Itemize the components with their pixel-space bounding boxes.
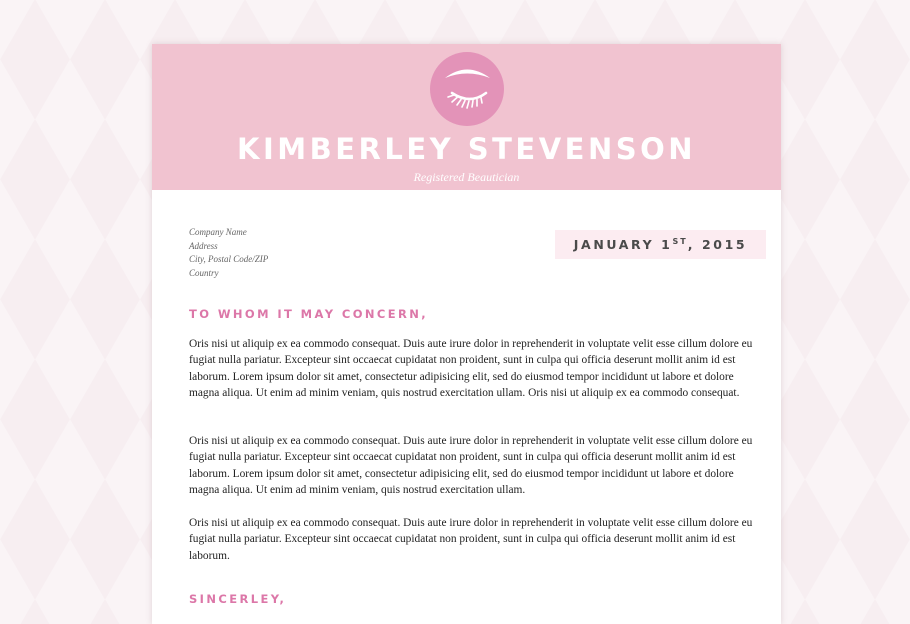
recipient-city: City, Postal Code/ZIP (189, 254, 269, 264)
applicant-title: Registered Beautician (413, 170, 520, 184)
recipient-address (189, 226, 268, 280)
recipient-country: Country (189, 267, 219, 278)
applicant-name: KIMBERLEY STEVENSON (236, 132, 697, 166)
letter-header (152, 44, 781, 190)
letter-paragraph: Oris nisi ut aliquip ex ea commodo consequat. Duis aute irure dolor in reprehenderit in voluptate velit esse cillum dolore eu fugiat nulla pariatur. Excepteur sint occaecat cupidatat non proident, sunt in culpa qui officia deserunt mollit anim id est laborum. Lorem ipsum dolor sit amet, consectetur adipisicing elit, sed do eiusmod tempor incididunt ut labore et dolore magna aliqua. Ut enim ad minim veniam, quis nostrud exercitation ullam. Oris nisi ut aliquip ex ea commodo consequat. (189, 338, 753, 400)
letter-paragraph: Oris nisi ut aliquip ex ea commodo consequat. Duis aute irure dolor in reprehenderit in voluptate velit esse cillum dolore eu fugiat nulla pariatur. Excepteur sint occaecat cupidatat non proident, sunt in culpa qui officia deserunt mollit anim id est laborum. (189, 517, 753, 562)
letter-date (555, 230, 766, 259)
date-month-day: JANUARY 1 (573, 237, 673, 252)
letter-closing: SINCERLEY, (189, 592, 287, 606)
date-year: , 2015 (687, 237, 748, 252)
logo-badge (430, 52, 504, 126)
letter-page (152, 44, 781, 624)
recipient-company: Company Name (189, 227, 247, 237)
recipient-street: Address (189, 240, 218, 251)
date-suffix: ST (672, 236, 688, 246)
letter-salutation: TO WHOM IT MAY CONCERN, (189, 307, 429, 321)
letter-paragraph: Oris nisi ut aliquip ex ea commodo consequat. Duis aute irure dolor in reprehenderit in voluptate velit esse cillum dolore eu fugiat nulla pariatur. Excepteur sint occaecat cupidatat non proident, sunt in culpa qui officia deserunt mollit anim id est laborum. Lorem ipsum dolor sit amet, consectetur adipisicing elit, sed do eiusmod tempor incididunt ut labore et dolore magna aliqua. Ut enim ad minim veniam, quis nostrud exercitation ullam. (189, 435, 753, 497)
closed-eye-icon (430, 52, 504, 126)
